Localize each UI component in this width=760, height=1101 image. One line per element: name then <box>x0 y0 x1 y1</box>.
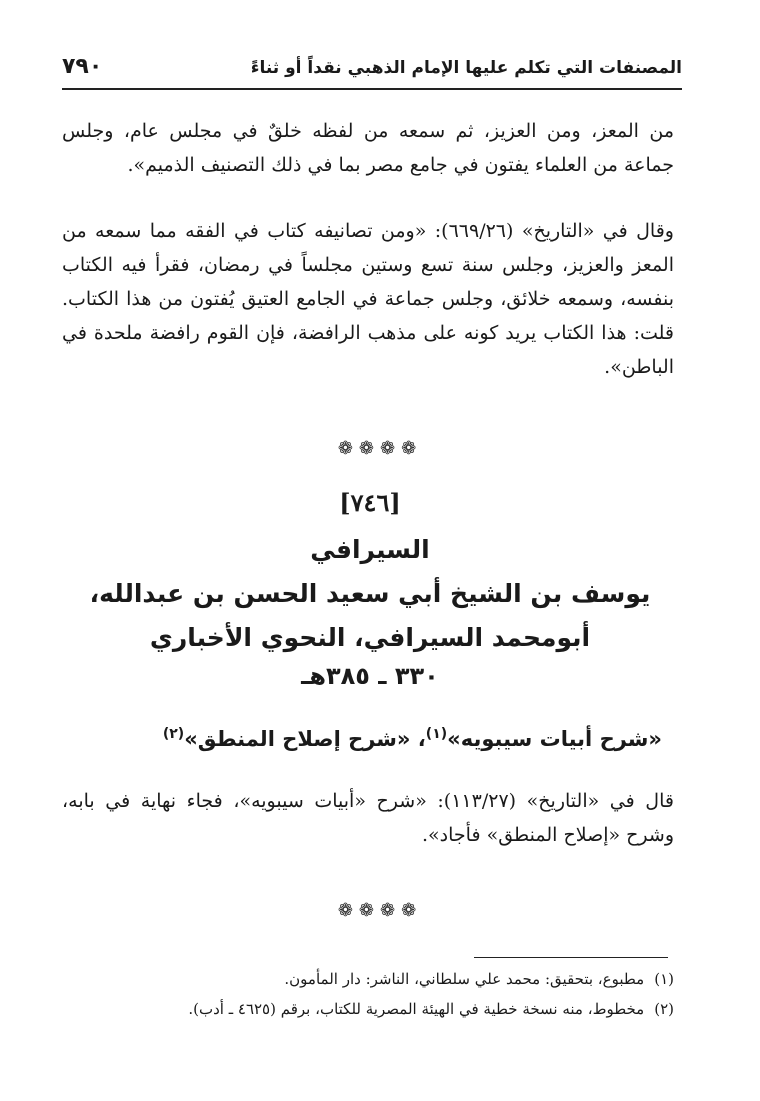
work-title-1: «شرح أبيات سيبويه» <box>447 727 662 751</box>
paragraph-continuation: من المعز، ومن العزيز، ثم سمعه من لفظه خلقٌ في مجلس عام، وجلس جماعة من العلماء يفتون في جامع مصر بما في ذلك التصنيف الذميم». <box>62 120 674 176</box>
works-separator: ، <box>410 727 426 751</box>
page-number: ٧٩٠ <box>62 54 103 79</box>
entry-short-name: السيرافي <box>310 535 430 564</box>
page-header <box>62 52 682 90</box>
footnote-ref-2[interactable]: (٢) <box>162 726 185 742</box>
section-separator-end: ❁❁❁❁ <box>337 900 423 921</box>
footnote-ref-1[interactable]: (١) <box>425 726 448 742</box>
entry-full-name: يوسف بن الشيخ أبي سعيد الحسن بن عبدالله، أبومحمد السيرافي، النحوي الأخباري <box>89 579 651 652</box>
running-title: المصنفات التي تكلم عليها الإمام الذهبي نقداً أو ثناءً <box>250 58 682 78</box>
footnote-item <box>62 994 674 1024</box>
footnote-number: (٢) <box>654 1000 674 1018</box>
entry-dates: ٣٣٠ ـ ٣٨٥هـ <box>301 662 439 690</box>
footnote-divider <box>474 957 668 958</box>
work-title-2: «شرح إصلاح المنطق» <box>184 727 411 751</box>
footnote-text: مطبوع، بتحقيق: محمد علي سلطاني، الناشر: دار المأمون. <box>284 970 645 988</box>
paragraph-tarikh-quote: وقال في «التاريخ» (٦٦٩/٢٦): «ومن تصانيفه كتاب في الفقه مما سمعه من المعز والعزيز، وجلس سنة تسع وستين مجلساً في رمضان، فقرأ فيه الكتاب بنفسه، وسمعه خلائق، وجلس جماعة في الجامع العتيق يُفتون من هذا الكتاب. قلت: هذا الكتاب يريد كونه على مذهب الرافضة، فإن القوم رافضة ملحدة في الباطن». <box>62 220 674 378</box>
paragraph-works-quote: قال في «التاريخ» (١١٣/٢٧): «شرح «أبيات سيبويه»، فجاء نهاية في بابه، وشرح «إصلاح المنطق» فأجاد». <box>62 790 674 846</box>
footnote-text: مخطوط، منه نسخة خطية في الهيئة المصرية للكتاب، برقم (٤٦٢٥ ـ أدب). <box>188 1000 645 1018</box>
works-heading <box>102 726 662 751</box>
section-separator: ❁❁❁❁ <box>337 438 423 459</box>
entry-number: [٧٤٦] <box>339 488 401 517</box>
footnotes <box>62 964 674 1024</box>
footnote-number: (١) <box>654 970 674 988</box>
footnote-item <box>62 964 674 994</box>
